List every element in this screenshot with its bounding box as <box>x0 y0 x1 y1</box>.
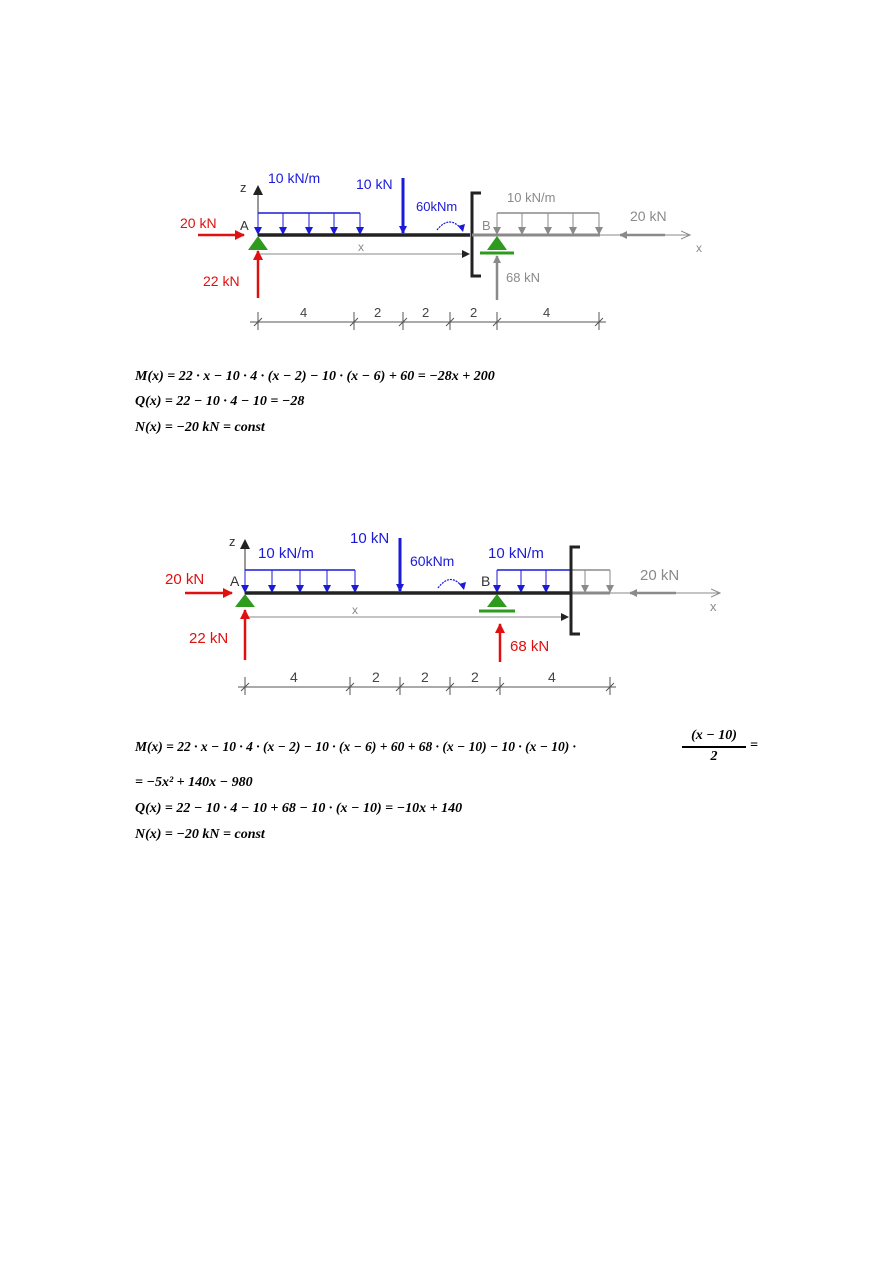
axial-right-label: 20 kN <box>630 208 667 224</box>
dist-load-1-label: 10 kN/m <box>268 170 321 186</box>
equation-axial-2: N(x) = −20 kN = const <box>135 827 265 842</box>
dist-load-2-label: 10 kN/m <box>507 190 556 205</box>
equation-moment-2-equals: = <box>750 738 758 753</box>
reaction-a-label: 22 kN <box>189 630 229 647</box>
z-axis-label: z <box>240 180 247 195</box>
fraction-denominator: 2 <box>710 749 718 764</box>
section-x-label: x <box>358 240 364 254</box>
fraction-numerator: (x − 10) <box>691 728 737 743</box>
reaction-b-label: 68 kN <box>510 638 550 655</box>
x-axis-label: x <box>710 599 717 614</box>
node-b-label: B <box>482 218 491 233</box>
axial-right-label: 20 kN <box>640 567 680 584</box>
reaction-a-label: 22 kN <box>203 273 240 289</box>
equation-moment-2: M(x) = 22 · x − 10 · 4 · (x − 2) − 10 · (x − 6) + 60 + 68 · (x − 10) − 10 · (x − 10) · <box>135 739 577 754</box>
equation-axial-1: N(x) = −20 kN = const <box>135 420 265 435</box>
dist-load-2-label: 10 kN/m <box>488 545 544 562</box>
dist-load-1-label: 10 kN/m <box>258 545 314 562</box>
reaction-b-label: 68 kN <box>506 270 540 285</box>
point-load-label: 10 kN <box>356 176 393 192</box>
dimension-label: 4 <box>300 305 308 320</box>
dimension-label: 2 <box>471 669 479 685</box>
equation-shear-1: Q(x) = 22 − 10 · 4 − 10 = −28 <box>135 394 305 409</box>
equation-moment-1: M(x) = 22 · x − 10 · 4 · (x − 2) − 10 · (x − 6) + 60 = −28x + 200 <box>135 369 495 384</box>
fraction-bar <box>682 746 746 748</box>
dimension-label: 4 <box>548 669 556 685</box>
moment-arrowhead <box>459 582 466 590</box>
axial-left-label: 20 kN <box>165 571 205 588</box>
support-a <box>235 594 255 607</box>
x-axis-label: x <box>696 241 702 255</box>
node-b-label: B <box>481 573 491 589</box>
node-a-label: A <box>240 218 249 233</box>
equation-moment-2-result: = −5x² + 140x − 980 <box>135 775 253 790</box>
moment-arrowhead <box>458 224 465 232</box>
section-x-arrowhead <box>561 613 569 621</box>
dimension-label: 4 <box>543 305 551 320</box>
support-b <box>487 594 507 607</box>
section-x-arrowhead <box>462 250 470 258</box>
z-axis-label: z <box>229 534 236 549</box>
moment-label: 60kNm <box>410 553 455 569</box>
beam-diagram-2 <box>0 530 893 710</box>
support-b <box>487 236 507 250</box>
dimension-label: 2 <box>372 669 380 685</box>
section-cut <box>571 547 580 634</box>
dimension-label: 2 <box>421 669 429 685</box>
dimension-label: 2 <box>470 305 478 320</box>
equation-shear-2: Q(x) = 22 − 10 · 4 − 10 + 68 − 10 · (x − 10) = −10x + 140 <box>135 801 463 816</box>
axial-left-label: 20 kN <box>180 215 217 231</box>
section-x-label: x <box>352 603 358 617</box>
point-load-label: 10 kN <box>350 530 390 547</box>
dimension-label: 2 <box>422 305 430 320</box>
support-a <box>248 236 268 250</box>
moment-label: 60kNm <box>416 199 458 214</box>
node-a-label: A <box>230 573 240 589</box>
dimension-label: 4 <box>290 669 298 685</box>
moment-arc <box>438 580 463 589</box>
beam-diagram-1 <box>0 160 893 340</box>
dimension-label: 2 <box>374 305 382 320</box>
